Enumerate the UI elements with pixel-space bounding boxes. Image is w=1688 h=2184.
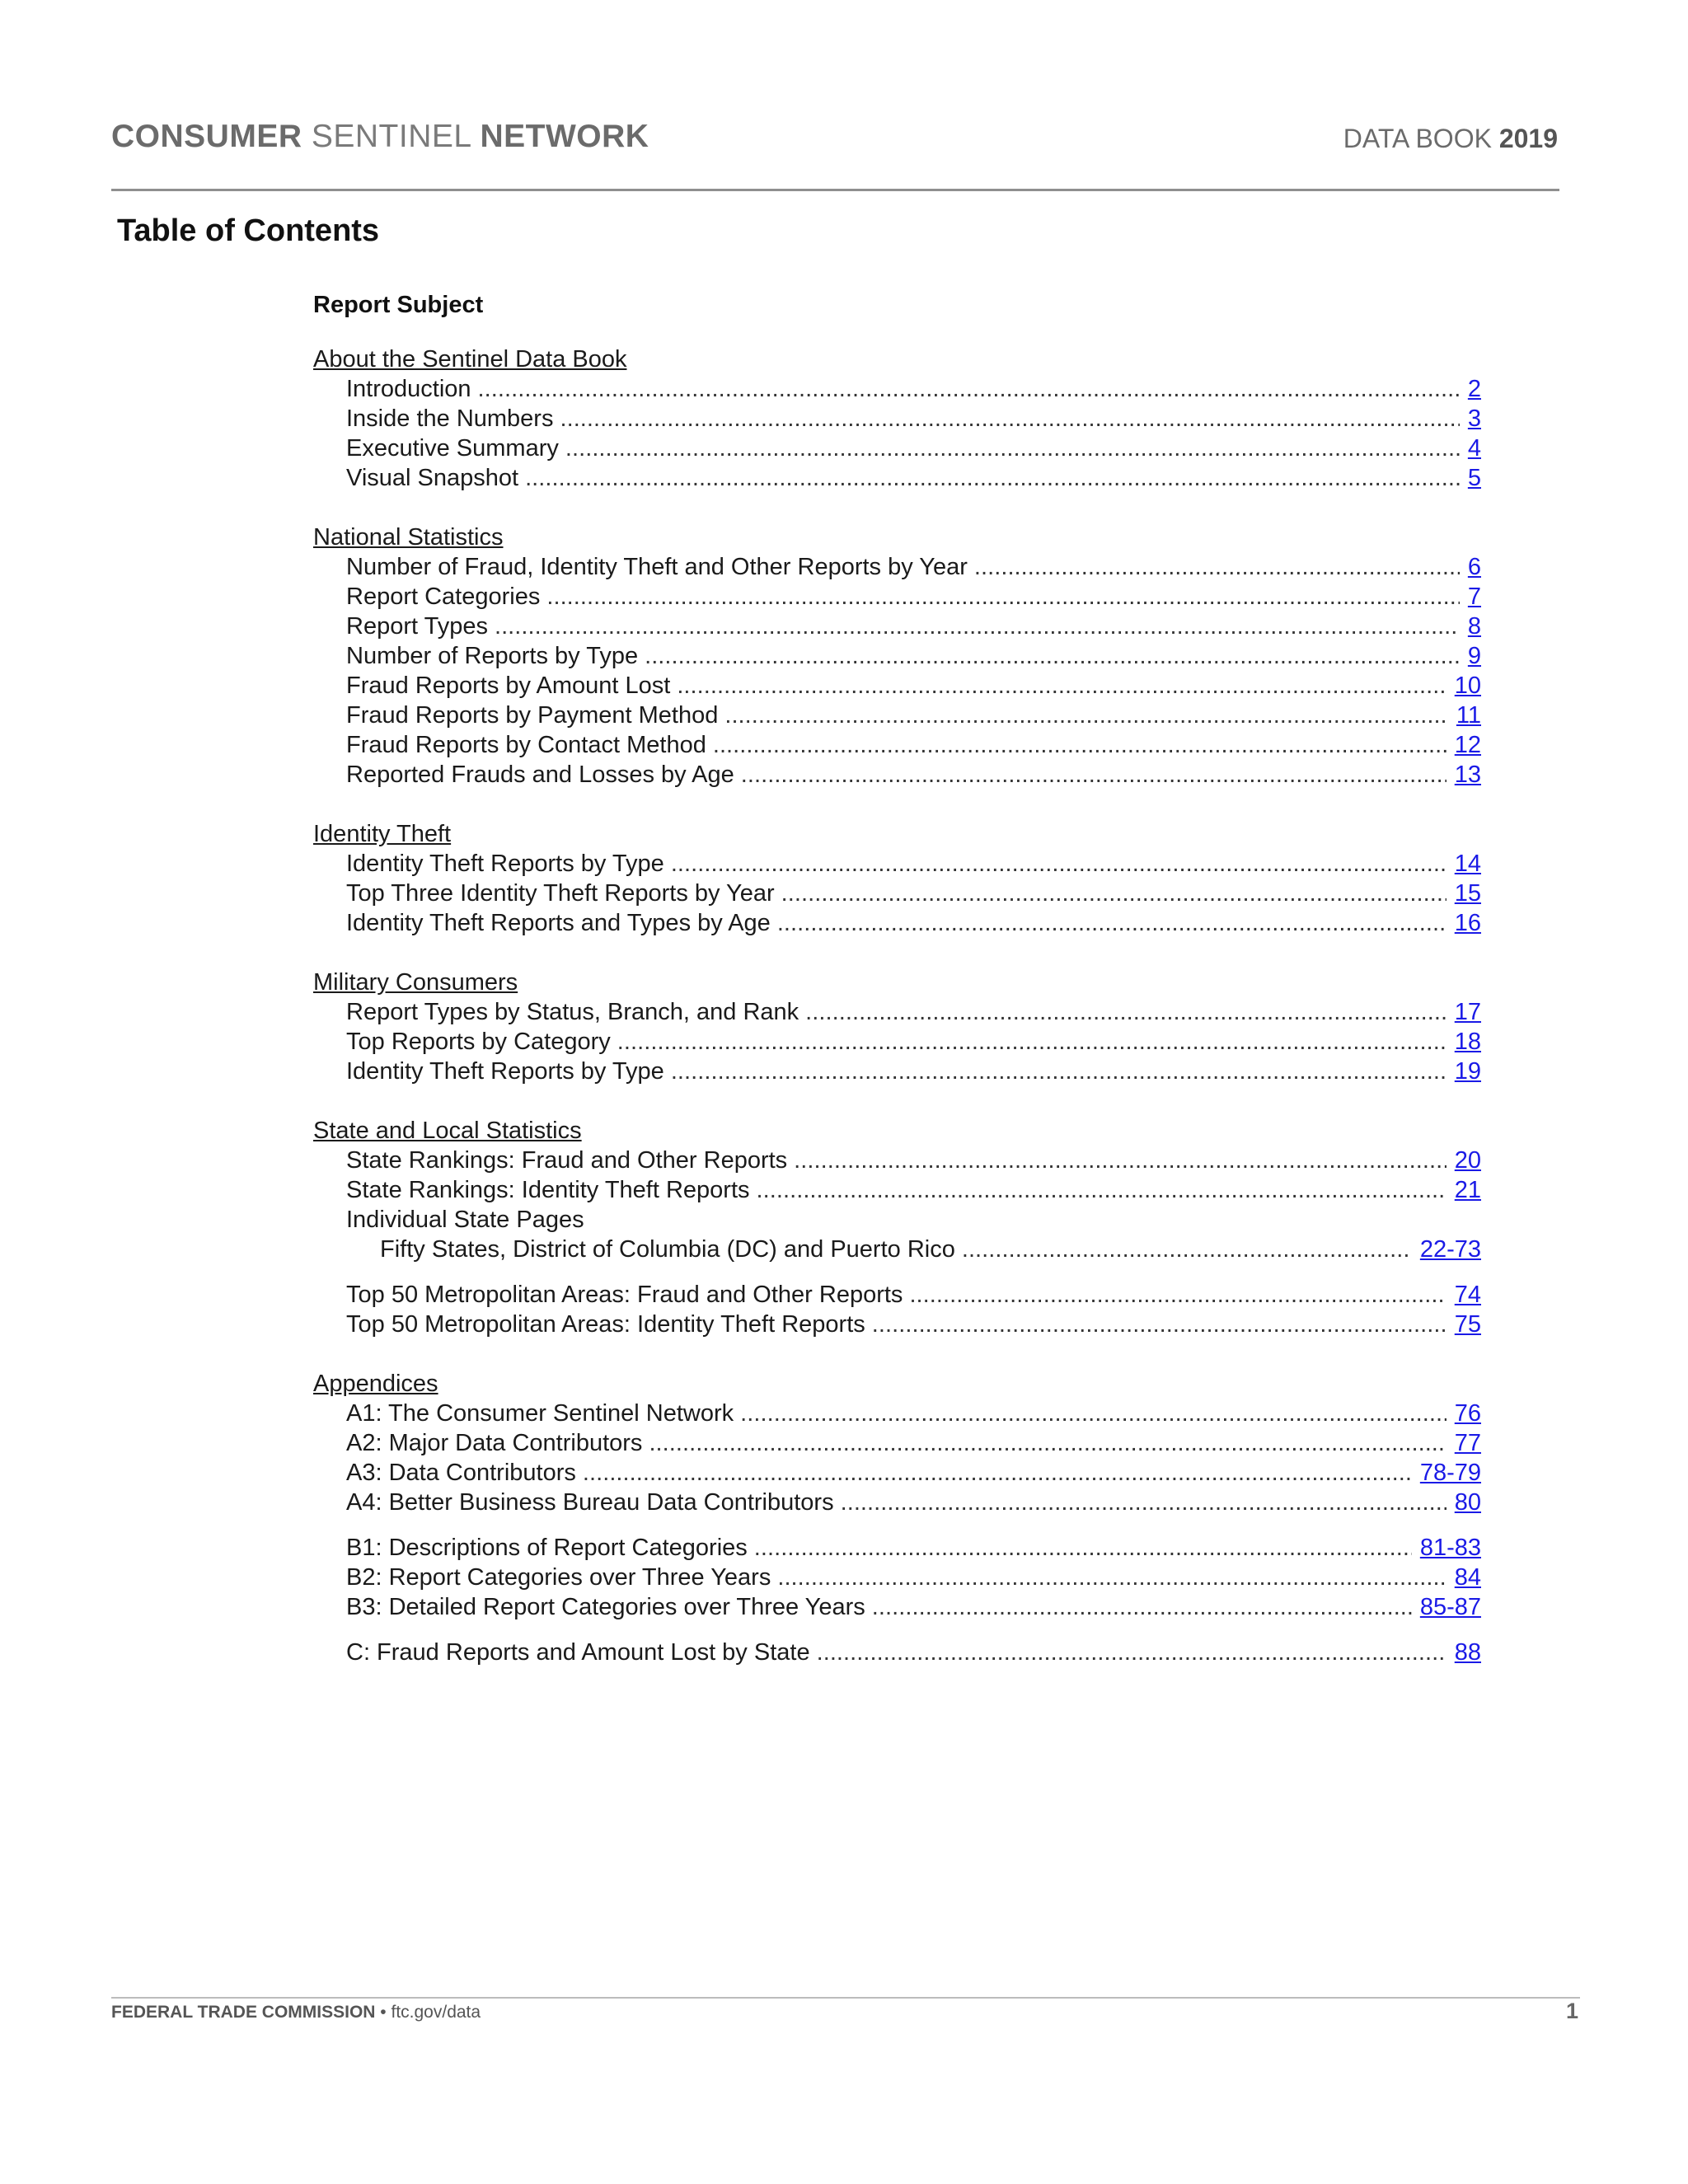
toc-entry: [313, 1399, 1481, 1428]
databook-text: DATA BOOK: [1343, 124, 1499, 153]
dot-leader: [645, 641, 1460, 671]
toc-entry: [313, 1175, 1481, 1205]
toc-entry: [313, 760, 1481, 790]
entry-label: State Rankings: Fraud and Other Reports: [346, 1147, 788, 1174]
page-number: 1: [1565, 1999, 1578, 2023]
page-link[interactable]: 10: [1454, 673, 1481, 699]
dot-leader: [724, 701, 1448, 730]
dot-leader: [740, 1399, 1447, 1428]
toc-entry: [313, 1563, 1481, 1592]
page-link[interactable]: 74: [1454, 1282, 1481, 1308]
toc-entry: [313, 1057, 1481, 1086]
entry-label: Introduction: [346, 376, 471, 402]
page-link[interactable]: 81-83: [1419, 1535, 1481, 1561]
page-link[interactable]: 6: [1467, 554, 1481, 580]
entry-label: Top Three Identity Theft Reports by Year: [346, 880, 775, 907]
entry-label: Executive Summary: [346, 435, 559, 462]
brand-consumer: CONSUMER: [111, 119, 302, 154]
databook-label: [1343, 124, 1558, 154]
page-link[interactable]: 3: [1467, 405, 1481, 432]
page-link[interactable]: 84: [1454, 1564, 1481, 1591]
page-title: Table of Contents: [117, 213, 380, 248]
page-header: [111, 119, 1558, 160]
dot-leader: [781, 879, 1447, 908]
page-link[interactable]: 75: [1454, 1311, 1481, 1338]
dot-leader: [565, 434, 1460, 463]
toc-entry: [313, 434, 1481, 463]
dot-leader: [617, 1027, 1447, 1057]
toc-entry: [313, 879, 1481, 908]
toc-entry: [313, 671, 1481, 701]
entry-label: A3: Data Contributors: [346, 1460, 576, 1486]
dot-leader: [741, 760, 1447, 790]
dot-leader: [974, 552, 1460, 582]
footer-separator: •: [375, 2003, 392, 2022]
toc-entry: [313, 641, 1481, 671]
toc-section: [313, 819, 1481, 938]
page-link[interactable]: 16: [1454, 910, 1481, 936]
page-link[interactable]: 13: [1454, 762, 1481, 788]
page-link[interactable]: 7: [1467, 583, 1481, 610]
entry-label: Number of Fraud, Identity Theft and Other Reports by Year: [346, 554, 968, 580]
databook-year: 2019: [1498, 124, 1558, 153]
brand-network: NETWORK: [480, 119, 649, 154]
dot-leader: [546, 582, 1460, 612]
entry-label: Inside the Numbers: [346, 405, 554, 432]
page-link[interactable]: 18: [1454, 1029, 1481, 1055]
page-link[interactable]: 2: [1467, 376, 1481, 402]
dot-leader: [872, 1592, 1412, 1622]
entry-label: A2: Major Data Contributors: [346, 1430, 643, 1456]
entry-label: Fraud Reports by Payment Method: [346, 702, 719, 729]
dot-leader: [777, 1563, 1446, 1592]
page-link[interactable]: 19: [1454, 1058, 1481, 1085]
toc-entry: [313, 730, 1481, 760]
dot-leader: [777, 908, 1447, 938]
toc-entry: [313, 997, 1481, 1027]
page-link[interactable]: 76: [1454, 1400, 1481, 1427]
toc-entry: [313, 552, 1481, 582]
footer-credit: [111, 2003, 481, 2022]
footer-divider: [111, 1997, 1580, 1999]
toc-entry: [313, 582, 1481, 612]
entry-label: Top 50 Metropolitan Areas: Identity Theft Reports: [346, 1311, 865, 1338]
page-link[interactable]: 80: [1454, 1489, 1481, 1516]
toc-section: [313, 523, 1481, 790]
toc-entry: [313, 1235, 1481, 1264]
page-link[interactable]: 77: [1454, 1430, 1481, 1456]
dot-leader: [794, 1146, 1447, 1175]
toc-entry: [313, 404, 1481, 434]
page-link[interactable]: 22-73: [1419, 1236, 1481, 1263]
page-link[interactable]: 5: [1467, 465, 1481, 491]
page-link[interactable]: 88: [1454, 1639, 1481, 1666]
toc-section: [313, 344, 1481, 493]
toc-entry: [313, 612, 1481, 641]
entry-label: Fifty States, District of Columbia (DC) and Puerto Rico: [380, 1236, 955, 1263]
page-link[interactable]: 4: [1467, 435, 1481, 462]
toc-entry: [313, 1280, 1481, 1310]
toc-section: [313, 1116, 1481, 1339]
toc-entry: [313, 849, 1481, 879]
dot-leader: [962, 1235, 1412, 1264]
brand-sentinel: SENTINEL: [302, 119, 481, 154]
column-header: Report Subject: [313, 292, 484, 318]
page-link[interactable]: 9: [1467, 643, 1481, 669]
section-title: National Statistics: [313, 524, 504, 551]
entry-label: B2: Report Categories over Three Years: [346, 1564, 771, 1591]
toc-section: [313, 1369, 1481, 1667]
entry-label: A4: Better Business Bureau Data Contributors: [346, 1489, 834, 1516]
section-title: Identity Theft: [313, 821, 452, 847]
toc-entry: [313, 1488, 1481, 1517]
dot-leader: [805, 997, 1447, 1027]
entry-label: Identity Theft Reports by Type: [346, 851, 664, 877]
toc-entry: [313, 1458, 1481, 1488]
entry-label: B1: Descriptions of Report Categories: [346, 1535, 748, 1561]
page-link[interactable]: 14: [1454, 851, 1481, 877]
dot-leader: [525, 463, 1460, 493]
entry-label: Number of Reports by Type: [346, 643, 639, 669]
entry-label: Individual State Pages: [346, 1207, 584, 1233]
dot-leader: [671, 1057, 1447, 1086]
section-title: Appendices: [313, 1371, 438, 1397]
dot-leader: [478, 374, 1460, 404]
entry-label: Reported Frauds and Losses by Age: [346, 762, 734, 788]
page-link[interactable]: 11: [1456, 702, 1481, 729]
toc-entry: [313, 1146, 1481, 1175]
dot-leader: [841, 1488, 1447, 1517]
entry-label: Top Reports by Category: [346, 1029, 611, 1055]
page-link[interactable]: 21: [1454, 1177, 1481, 1203]
entry-label: B3: Detailed Report Categories over Three Years: [346, 1594, 865, 1620]
dot-leader: [671, 849, 1447, 879]
toc-section: [313, 968, 1481, 1086]
toc-entry: [313, 1638, 1481, 1667]
section-title: State and Local Statistics: [313, 1118, 582, 1144]
footer-org: FEDERAL TRADE COMMISSION: [111, 2003, 376, 2022]
dot-leader: [583, 1458, 1412, 1488]
entry-label: State Rankings: Identity Theft Reports: [346, 1177, 750, 1203]
dot-leader: [817, 1638, 1447, 1667]
page-link[interactable]: 85-87: [1419, 1594, 1481, 1620]
entry-label: Report Types by Status, Branch, and Rank: [346, 999, 799, 1025]
dot-leader: [713, 730, 1447, 760]
dot-leader: [677, 671, 1446, 701]
entry-label: Identity Theft Reports by Type: [346, 1058, 664, 1085]
entry-label: Identity Theft Reports and Types by Age: [346, 910, 771, 936]
dot-leader: [495, 612, 1460, 641]
dot-leader: [909, 1280, 1446, 1310]
entry-label: A1: The Consumer Sentinel Network: [346, 1400, 734, 1427]
entry-label: Fraud Reports by Contact Method: [346, 732, 706, 758]
entry-label: Fraud Reports by Amount Lost: [346, 673, 671, 699]
section-title: About the Sentinel Data Book: [313, 346, 627, 373]
entry-label: C: Fraud Reports and Amount Lost by State: [346, 1639, 810, 1666]
header-divider: [111, 189, 1559, 191]
dot-leader: [872, 1310, 1447, 1339]
toc-entry: [313, 1310, 1481, 1339]
dot-leader: [649, 1428, 1446, 1458]
page-link[interactable]: 17: [1454, 999, 1481, 1025]
footer-url[interactable]: ftc.gov/data: [391, 2003, 481, 2022]
table-of-contents: [313, 288, 1481, 1697]
page-link[interactable]: 15: [1454, 880, 1481, 907]
dot-leader: [754, 1533, 1412, 1563]
toc-subheading: [313, 1205, 1481, 1235]
toc-entry: [313, 374, 1481, 404]
toc-entry: [313, 1428, 1481, 1458]
entry-label: Visual Snapshot: [346, 465, 519, 491]
toc-entry: [313, 1592, 1481, 1622]
toc-entry: [313, 908, 1481, 938]
entry-label: Top 50 Metropolitan Areas: Fraud and Other Reports: [346, 1282, 903, 1308]
page-link[interactable]: 78-79: [1419, 1460, 1481, 1486]
page-link[interactable]: 12: [1454, 732, 1481, 758]
page-link[interactable]: 8: [1467, 613, 1481, 640]
toc-entry: [313, 463, 1481, 493]
entry-label: Report Types: [346, 613, 488, 640]
dot-leader: [560, 404, 1459, 434]
toc-entry: [313, 701, 1481, 730]
entry-label: Report Categories: [346, 583, 541, 610]
section-title: Military Consumers: [313, 969, 518, 996]
page-link[interactable]: 20: [1454, 1147, 1481, 1174]
toc-entry: [313, 1027, 1481, 1057]
brand-title: [111, 119, 649, 155]
toc-entry: [313, 1533, 1481, 1563]
dot-leader: [757, 1175, 1447, 1205]
